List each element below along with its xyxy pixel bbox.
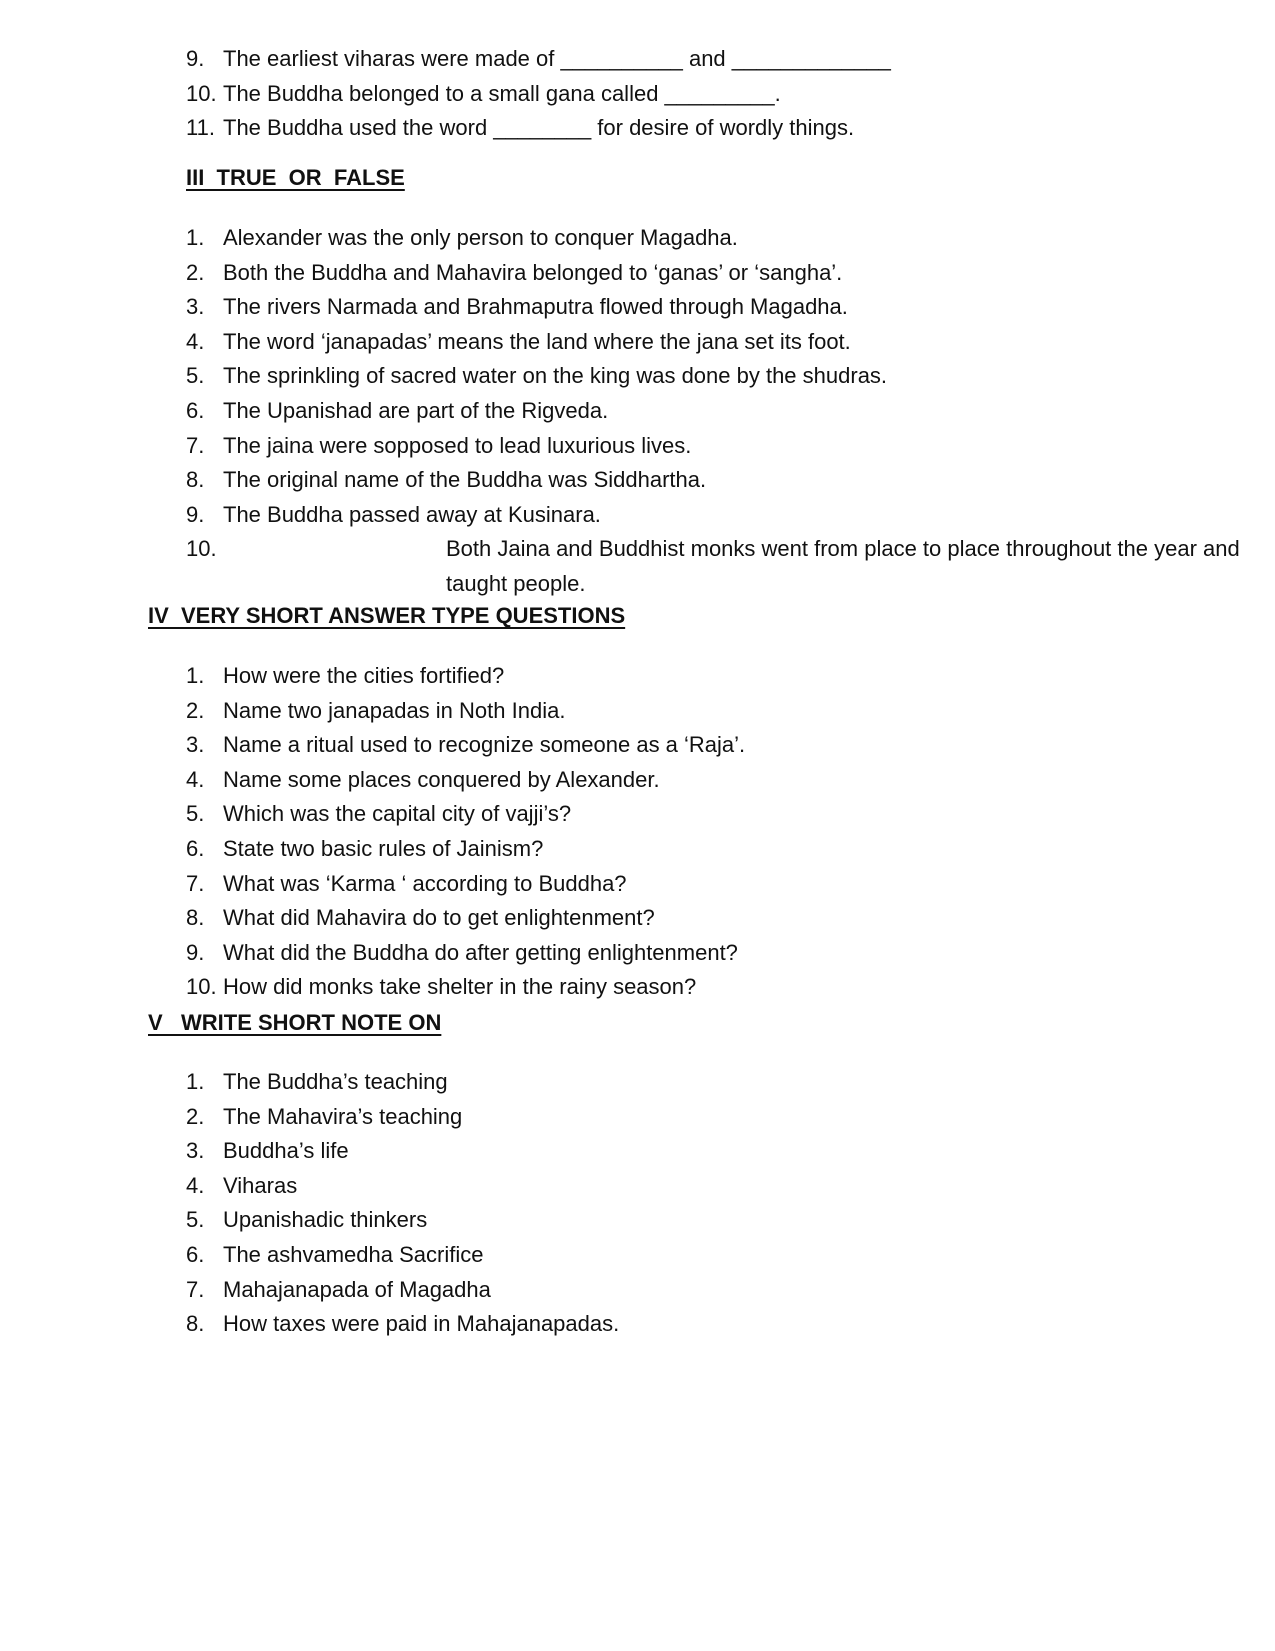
- list-item: [0, 394, 1275, 429]
- item-number: 9.: [186, 939, 205, 965]
- section-heading-true-false: III TRUE OR FALSE: [186, 165, 405, 190]
- list-item: [0, 1134, 1275, 1169]
- list-item: [0, 970, 1275, 1005]
- true-false-list: [0, 221, 1275, 602]
- list-item: [0, 1065, 1275, 1100]
- list-item: [0, 728, 1275, 763]
- item-text: The word ‘janapadas’ means the land where the jana set its foot.: [223, 328, 851, 354]
- item-number: 4.: [186, 1172, 205, 1198]
- item-text: The sprinkling of sacred water on the king was done by the shudras.: [223, 363, 888, 389]
- short-note-list: [0, 1065, 1275, 1342]
- item-text: The Mahavira’s teaching: [223, 1103, 463, 1129]
- item-number: 9.: [186, 501, 205, 527]
- list-item: [0, 221, 1275, 256]
- list-item: [0, 797, 1275, 832]
- item-number: 1.: [186, 663, 205, 688]
- list-item: [0, 936, 1275, 971]
- item-text: Name a ritual used to recognize someone as a ‘Raja’.: [223, 732, 746, 758]
- item-text: The Buddha passed away at Kusinara.: [223, 501, 601, 527]
- list-item: [0, 290, 1275, 325]
- list-item: [0, 1203, 1275, 1238]
- list-item: [0, 359, 1275, 394]
- item-text: The earliest viharas were made of __________ and _____________: [223, 46, 891, 71]
- list-item: [0, 867, 1275, 902]
- item-text: Buddha’s life: [223, 1138, 349, 1164]
- item-number: 5.: [186, 363, 205, 389]
- list-item: [0, 42, 1275, 77]
- item-number: 4.: [186, 328, 205, 354]
- item-number: 8.: [186, 1311, 205, 1337]
- item-number: 6.: [186, 397, 205, 423]
- item-text: How did monks take shelter in the rainy season?: [223, 974, 697, 1000]
- item-number: 3.: [186, 1138, 205, 1164]
- item-text: State two basic rules of Jainism?: [223, 835, 544, 861]
- list-item: [0, 832, 1275, 867]
- item-number: 5.: [186, 801, 205, 827]
- list-item: [0, 659, 1275, 694]
- item-number: 11.: [186, 115, 215, 141]
- item-number: 3.: [186, 294, 205, 320]
- item-text: What was ‘Karma ‘ according to Buddha?: [223, 870, 627, 896]
- list-item: [0, 77, 1275, 112]
- list-item: [0, 498, 1275, 533]
- item-text: What did Mahavira do to get enlightenment?: [223, 905, 655, 931]
- item-text: Both Jaina and Buddhist monks went from place to place throughout the year and taught people.: [446, 536, 1240, 596]
- item-number: 2.: [186, 259, 205, 285]
- item-number: 3.: [186, 732, 205, 758]
- item-text: What did the Buddha do after getting enlightenment?: [223, 939, 738, 965]
- item-text: Which was the capital city of vajji’s?: [223, 801, 572, 827]
- item-text: The ashvamedha Sacrifice: [223, 1241, 484, 1267]
- list-item: [0, 1307, 1275, 1342]
- item-number: 7.: [186, 1276, 205, 1302]
- item-number: 2.: [186, 1103, 205, 1129]
- item-text: The Upanishad are part of the Rigveda.: [223, 397, 609, 423]
- list-item: [0, 111, 1275, 146]
- item-number: 8.: [186, 467, 205, 493]
- list-item: [0, 1100, 1275, 1135]
- item-number: 5.: [186, 1207, 205, 1233]
- list-item: [0, 256, 1275, 291]
- list-item: [0, 463, 1275, 498]
- item-number: 8.: [186, 905, 205, 931]
- item-number: 4.: [186, 766, 205, 792]
- fill-in-blanks-list: [0, 42, 1275, 146]
- item-number: 7.: [186, 432, 205, 458]
- item-number: 1.: [186, 1069, 205, 1094]
- section-heading-very-short-answer: IV VERY SHORT ANSWER TYPE QUESTIONS: [148, 603, 626, 628]
- item-number: 9.: [186, 46, 205, 71]
- list-item: [0, 901, 1275, 936]
- item-text: The Buddha’s teaching: [223, 1069, 448, 1094]
- item-text: Name two janapadas in Noth India.: [223, 697, 566, 723]
- item-text: Both the Buddha and Mahavira belonged to ‘ganas’ or ‘sangha’.: [223, 259, 843, 285]
- item-text: The Buddha used the word ________ for desire of wordly things.: [223, 115, 855, 141]
- list-item: [0, 429, 1275, 464]
- item-text: Upanishadic thinkers: [223, 1207, 428, 1233]
- list-item: [0, 325, 1275, 360]
- list-item: [0, 532, 1275, 601]
- item-number: 10.: [186, 974, 217, 1000]
- item-text: How taxes were paid in Mahajanapadas.: [223, 1311, 620, 1337]
- item-number: 6.: [186, 835, 205, 861]
- list-item: [0, 763, 1275, 798]
- item-text: The Buddha belonged to a small gana called _________.: [223, 80, 781, 106]
- item-text: The jaina were sopposed to lead luxurious lives.: [223, 432, 692, 458]
- item-number: 10.: [186, 536, 217, 562]
- item-text: How were the cities fortified?: [223, 663, 505, 688]
- item-number: 7.: [186, 870, 205, 896]
- item-number: 2.: [186, 697, 205, 723]
- item-number: 10.: [186, 80, 217, 106]
- item-text: Name some places conquered by Alexander.: [223, 766, 660, 792]
- item-text: Alexander was the only person to conquer Magadha.: [223, 225, 738, 250]
- item-text: Mahajanapada of Magadha: [223, 1276, 491, 1302]
- section-heading-short-note: V WRITE SHORT NOTE ON: [148, 1010, 442, 1035]
- item-text: The rivers Narmada and Brahmaputra flowed through Magadha.: [223, 294, 848, 320]
- item-number: 1.: [186, 225, 205, 250]
- item-number: 6.: [186, 1241, 205, 1267]
- list-item: [0, 1169, 1275, 1204]
- list-item: [0, 694, 1275, 729]
- item-text: The original name of the Buddha was Siddhartha.: [223, 467, 707, 493]
- very-short-answer-list: [0, 659, 1275, 1005]
- list-item: [0, 1273, 1275, 1308]
- list-item: [0, 1238, 1275, 1273]
- item-text: Viharas: [223, 1172, 298, 1198]
